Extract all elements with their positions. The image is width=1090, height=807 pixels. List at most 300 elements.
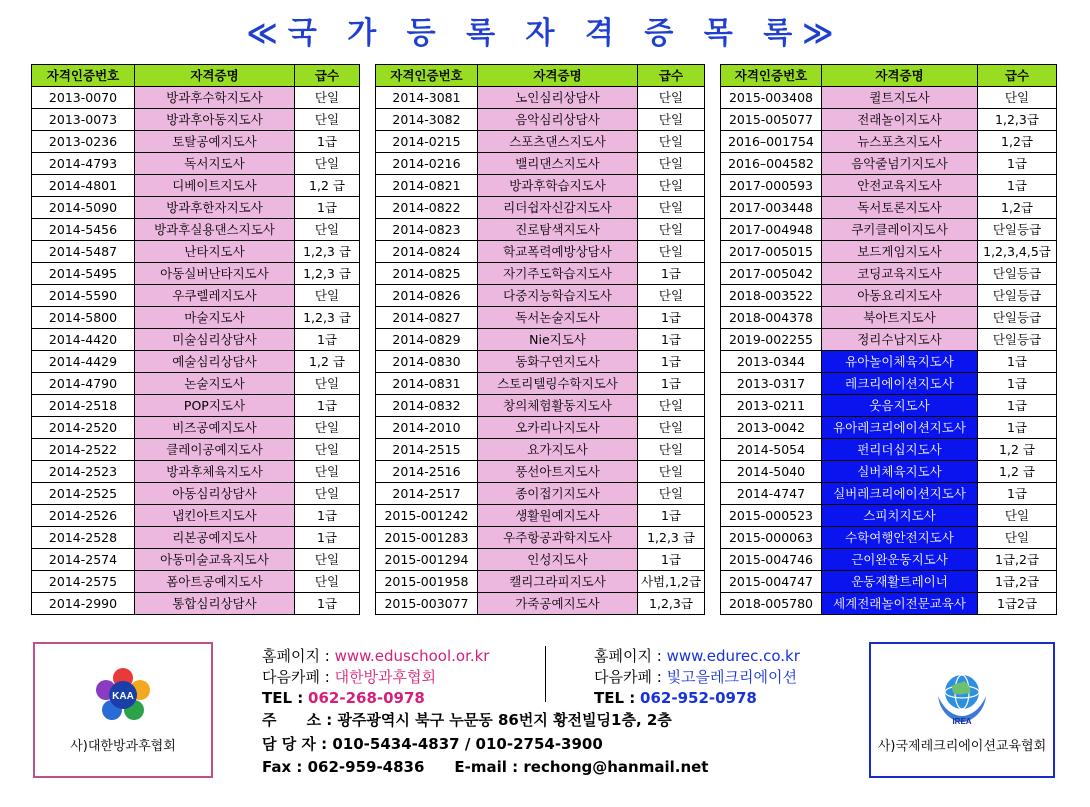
cert-code: 2014-2522 [32, 439, 135, 461]
cert-grade: 단일 [638, 219, 705, 241]
table-row [376, 241, 705, 263]
cert-code: 2014-2515 [376, 439, 478, 461]
cert-code: 2014-0829 [376, 329, 478, 351]
cert-grade: 단일 [638, 131, 705, 153]
cert-code: 2014-0823 [376, 219, 478, 241]
table-row [721, 219, 1057, 241]
cert-grade: 1,2,3급 [978, 109, 1057, 131]
cert-code: 2015-005077 [721, 109, 822, 131]
cert-grade: 단일 [638, 417, 705, 439]
cert-name: 방과후아동지도사 [135, 109, 295, 131]
cert-name: 리본공예지도사 [135, 527, 295, 549]
cert-name: 웃음지도사 [822, 395, 978, 417]
tel-left: 062-268-0978 [308, 689, 425, 707]
cert-name: 음악줄넘기지도사 [822, 153, 978, 175]
cert-code: 2017-005042 [721, 263, 822, 285]
cert-code: 2014-5054 [721, 439, 822, 461]
cert-name: 오카리나지도사 [478, 417, 638, 439]
table-row [376, 263, 705, 285]
cert-code: 2017-004948 [721, 219, 822, 241]
cert-grade: 1급 [295, 505, 360, 527]
cert-name: 진로탐색지도사 [478, 219, 638, 241]
cert-grade: 단일 [638, 285, 705, 307]
table-row [721, 461, 1057, 483]
table-row [376, 571, 705, 593]
cert-grade: 단일등급 [978, 307, 1057, 329]
cert-name: 쿠키클레이지도사 [822, 219, 978, 241]
cert-name: 다중지능학습지도사 [478, 285, 638, 307]
cert-code: 2017-005015 [721, 241, 822, 263]
fax-email-line: Fax : 062-959-4836 E-mail : rechong@hanmail.net [262, 758, 709, 776]
header-name: 자격증명 [822, 65, 978, 87]
table-row [376, 527, 705, 549]
table-row [32, 219, 360, 241]
table-row [376, 87, 705, 109]
cert-code: 2013-0236 [32, 131, 135, 153]
contact-right [594, 646, 800, 709]
table-row [376, 373, 705, 395]
header-code: 자격인증번호 [376, 65, 478, 87]
cert-code: 2019-002255 [721, 329, 822, 351]
cert-grade: 1급,2급 [978, 571, 1057, 593]
cert-code: 2014-4801 [32, 175, 135, 197]
cert-code: 2014-0822 [376, 197, 478, 219]
cert-grade: 단일 [638, 241, 705, 263]
home-label: 홈페이지 : [262, 647, 330, 665]
cert-code: 2014-2575 [32, 571, 135, 593]
cert-code: 2014-2520 [32, 417, 135, 439]
cert-grade: 1,2,3급 [638, 593, 705, 615]
cert-grade: 1,2급 [978, 197, 1057, 219]
address-line: 주 소 : 광주광역시 북구 누문동 86번지 황전빌딩1층, 2층 [262, 711, 672, 729]
cert-name: 리더쉽자신감지도사 [478, 197, 638, 219]
cert-code: 2016–001754 [721, 131, 822, 153]
cert-code: 2014-3082 [376, 109, 478, 131]
cert-grade: 1,2,3 급 [295, 307, 360, 329]
cert-name: 아동심리상담사 [135, 483, 295, 505]
table-row [376, 329, 705, 351]
table-row [376, 219, 705, 241]
cert-name: 캘리그라피지도사 [478, 571, 638, 593]
table-row [721, 263, 1057, 285]
cert-name: 통합심리상담사 [135, 593, 295, 615]
irea-logo-icon [930, 666, 994, 726]
table-row [32, 175, 360, 197]
cert-grade: 1급,2급 [978, 549, 1057, 571]
cert-grade: 단일 [638, 395, 705, 417]
table-row [721, 571, 1057, 593]
table-row [721, 109, 1057, 131]
cert-name: 가죽공예지도사 [478, 593, 638, 615]
cert-code: 2013-0070 [32, 87, 135, 109]
cert-name: 정리수납지도사 [822, 329, 978, 351]
cafe-name-left: 대한방과후협회 [334, 668, 437, 686]
cert-grade: 1급 [638, 307, 705, 329]
cert-code: 2017-003448 [721, 197, 822, 219]
cert-code: 2018-005780 [721, 593, 822, 615]
cert-code: 2014-2517 [376, 483, 478, 505]
cert-grade: 1,2 급 [295, 351, 360, 373]
cert-name: 논술지도사 [135, 373, 295, 395]
cert-name: 아동미술교육지도사 [135, 549, 295, 571]
cert-name: 마술지도사 [135, 307, 295, 329]
table-row [32, 505, 360, 527]
cert-grade: 단일 [295, 461, 360, 483]
cert-code: 2014-0216 [376, 153, 478, 175]
cert-name: 펀리더십지도사 [822, 439, 978, 461]
cert-name: 폼아트공예지도사 [135, 571, 295, 593]
cert-code: 2014-0830 [376, 351, 478, 373]
tel-right: 062-952-0978 [640, 689, 757, 707]
cert-code: 2014-2525 [32, 483, 135, 505]
cert-name: 인성지도사 [478, 549, 638, 571]
cert-grade: 단일 [638, 87, 705, 109]
cert-code: 2014-4747 [721, 483, 822, 505]
home-link-eduschool[interactable]: www.eduschool.or.kr [334, 647, 490, 665]
cert-name: 세계전래놀이전문교육사 [822, 593, 978, 615]
table-row [32, 571, 360, 593]
cert-code: 2015-003408 [721, 87, 822, 109]
cert-code: 2014-2518 [32, 395, 135, 417]
cert-code: 2014-2574 [32, 549, 135, 571]
cert-name: 수학여행안전지도사 [822, 527, 978, 549]
table-row [32, 197, 360, 219]
cert-code: 2015-004746 [721, 549, 822, 571]
table-row [721, 373, 1057, 395]
cert-grade: 단일 [295, 417, 360, 439]
table-row [32, 373, 360, 395]
cert-name: 운동재활트레이너 [822, 571, 978, 593]
cert-name: 스토리텔링수학지도사 [478, 373, 638, 395]
table-row [376, 593, 705, 615]
table-row [721, 549, 1057, 571]
table-row [721, 417, 1057, 439]
cert-name: 동화구연지도사 [478, 351, 638, 373]
cert-name: 아동요리지도사 [822, 285, 978, 307]
cert-code: 2013-0042 [721, 417, 822, 439]
header-code: 자격인증번호 [721, 65, 822, 87]
table-row [376, 175, 705, 197]
cert-name: 보드게임지도사 [822, 241, 978, 263]
table-row [376, 109, 705, 131]
cert-name: 음악심리상담사 [478, 109, 638, 131]
cert-grade: 1,2 급 [978, 461, 1057, 483]
cert-grade: 1급 [295, 329, 360, 351]
table-row [32, 131, 360, 153]
cert-name: 방과후수학지도사 [135, 87, 295, 109]
cert-code: 2014-4420 [32, 329, 135, 351]
home-link-edurec[interactable]: www.edurec.co.kr [666, 647, 800, 665]
cert-name: 독서지도사 [135, 153, 295, 175]
cert-code: 2016–004582 [721, 153, 822, 175]
cert-name: 클레이공예지도사 [135, 439, 295, 461]
cert-name: 자기주도학습지도사 [478, 263, 638, 285]
cert-grade: 단일 [295, 219, 360, 241]
cert-grade: 단일 [978, 87, 1057, 109]
tel-label: TEL : [262, 689, 304, 707]
cert-grade: 단일등급 [978, 285, 1057, 307]
cert-code: 2014-4793 [32, 153, 135, 175]
cafe-name-right: 빛고을레크리에이션 [666, 668, 797, 686]
cert-code: 2013-0211 [721, 395, 822, 417]
cert-grade: 1급2급 [978, 593, 1057, 615]
cert-grade: 1,2,3 급 [295, 241, 360, 263]
cert-code: 2014-4429 [32, 351, 135, 373]
irea-logo-box [869, 642, 1055, 778]
cert-grade: 1,2 급 [978, 439, 1057, 461]
cert-grade: 1급 [295, 395, 360, 417]
header-name: 자격증명 [135, 65, 295, 87]
cert-name: 방과후체육지도사 [135, 461, 295, 483]
cert-grade: 단일 [295, 87, 360, 109]
kaa-logo-icon [94, 666, 152, 724]
cert-name: 비즈공예지도사 [135, 417, 295, 439]
cert-code: 2014-5487 [32, 241, 135, 263]
table-row [721, 329, 1057, 351]
header-grade: 급수 [978, 65, 1057, 87]
table-row [376, 307, 705, 329]
home-label: 홈페이지 : [594, 647, 662, 665]
cert-table-3 [720, 64, 1057, 615]
cert-name: 유아레크리에이션지도사 [822, 417, 978, 439]
table-row [376, 285, 705, 307]
cert-grade: 1급 [638, 329, 705, 351]
cert-grade: 1,2급 [978, 131, 1057, 153]
cert-code: 2013-0317 [721, 373, 822, 395]
cert-code: 2014-0827 [376, 307, 478, 329]
cert-code: 2014-2528 [32, 527, 135, 549]
cert-code: 2014-4790 [32, 373, 135, 395]
cert-code: 2014-0831 [376, 373, 478, 395]
cert-code: 2013-0073 [32, 109, 135, 131]
cert-grade: 단일 [638, 153, 705, 175]
cert-name: 퀼트지도사 [822, 87, 978, 109]
page-title: ≪국 가 등 록 자 격 증 목 록≫ [246, 16, 844, 51]
table-row [721, 285, 1057, 307]
cert-code: 2014-2516 [376, 461, 478, 483]
table-row [376, 461, 705, 483]
table-row [32, 483, 360, 505]
cert-code: 2014-2990 [32, 593, 135, 615]
cert-code: 2018-003522 [721, 285, 822, 307]
table-row [376, 505, 705, 527]
cert-code: 2014-2526 [32, 505, 135, 527]
cert-grade: 단일 [295, 109, 360, 131]
table-row [721, 593, 1057, 615]
cert-table-2 [375, 64, 705, 615]
table-row [32, 439, 360, 461]
cert-table-1 [31, 64, 360, 615]
cert-code: 2014-5090 [32, 197, 135, 219]
cert-grade: 단일 [638, 483, 705, 505]
cert-code: 2013-0344 [721, 351, 822, 373]
cert-name: 창의체험활동지도사 [478, 395, 638, 417]
kaa-logo-text: KAA [112, 691, 134, 702]
table-row [32, 395, 360, 417]
table-row [721, 87, 1057, 109]
cert-name: 스피치지도사 [822, 505, 978, 527]
table-row [721, 153, 1057, 175]
cert-name: 아동실버난타지도사 [135, 263, 295, 285]
table-row [376, 549, 705, 571]
table-row [721, 351, 1057, 373]
cert-code: 2014-0825 [376, 263, 478, 285]
cert-grade: 단일 [295, 153, 360, 175]
header-grade: 급수 [295, 65, 360, 87]
cert-name: Nie지도사 [478, 329, 638, 351]
cert-grade: 1급 [638, 263, 705, 285]
cert-grade: 1급 [978, 351, 1057, 373]
table-row [32, 153, 360, 175]
table-row [376, 197, 705, 219]
cert-code: 2014-5495 [32, 263, 135, 285]
cert-code: 2014-3081 [376, 87, 478, 109]
kaa-logo-box [33, 642, 213, 778]
cert-code: 2015-000523 [721, 505, 822, 527]
table-row [32, 593, 360, 615]
cafe-label: 다음카페 : [262, 668, 330, 686]
cert-name: 토탈공예지도사 [135, 131, 295, 153]
cert-name: 우주항공과학지도사 [478, 527, 638, 549]
cert-name: 디베이트지도사 [135, 175, 295, 197]
cert-code: 2015-001294 [376, 549, 478, 571]
irea-org-name: 사)국제레크리에이션교육협회 [877, 739, 1047, 754]
cert-code: 2015-001242 [376, 505, 478, 527]
cert-code: 2017-000593 [721, 175, 822, 197]
cert-name: 학교폭력예방상담사 [478, 241, 638, 263]
cert-code: 2015-001283 [376, 527, 478, 549]
cert-grade: 1,2,3 급 [295, 263, 360, 285]
irea-logo-text: IREA [952, 717, 972, 726]
cert-code: 2015-003077 [376, 593, 478, 615]
cert-code: 2014-5800 [32, 307, 135, 329]
manager-line: 담 당 자 : 010-5434-4837 / 010-2754-3900 [262, 735, 603, 753]
cert-name: 독서토론지도사 [822, 197, 978, 219]
table-row [721, 483, 1057, 505]
table-row [32, 549, 360, 571]
cert-name: 풍선아트지도사 [478, 461, 638, 483]
kaa-org-name: 사)대한방과후협회 [70, 739, 176, 754]
table-row [32, 87, 360, 109]
table-row [32, 307, 360, 329]
table-row [721, 395, 1057, 417]
table-row [32, 351, 360, 373]
cert-code: 2014-5456 [32, 219, 135, 241]
cert-grade: 1급 [638, 373, 705, 395]
cert-grade: 1,2,3 급 [638, 527, 705, 549]
cert-code: 2018-004378 [721, 307, 822, 329]
table-row [721, 307, 1057, 329]
table-row [32, 263, 360, 285]
table-row [376, 439, 705, 461]
header-grade: 급수 [638, 65, 705, 87]
cert-grade: 단일등급 [978, 219, 1057, 241]
cert-grade: 단일등급 [978, 329, 1057, 351]
cert-grade: 1급 [638, 351, 705, 373]
cert-name: 방과후학습지도사 [478, 175, 638, 197]
contact-left [262, 646, 489, 709]
cert-name: 냅킨아트지도사 [135, 505, 295, 527]
cert-grade: 1급 [978, 417, 1057, 439]
cert-name: 북아트지도사 [822, 307, 978, 329]
cert-grade: 단일 [295, 285, 360, 307]
table-row [376, 483, 705, 505]
cert-code: 2014-2010 [376, 417, 478, 439]
table-row [721, 527, 1057, 549]
cert-grade: 1급 [295, 131, 360, 153]
cert-grade: 단일 [978, 527, 1057, 549]
cert-name: 밸리댄스지도사 [478, 153, 638, 175]
cert-grade: 1급 [295, 593, 360, 615]
table-row [721, 241, 1057, 263]
contact-divider [545, 646, 546, 702]
cert-grade: 1,2 급 [295, 175, 360, 197]
table-row [32, 241, 360, 263]
table-row [376, 395, 705, 417]
table-row [32, 285, 360, 307]
cert-code: 2014-0821 [376, 175, 478, 197]
table-row [721, 439, 1057, 461]
cert-grade: 1,2,3,4,5급 [978, 241, 1057, 263]
table-row [32, 417, 360, 439]
cert-grade: 단일등급 [978, 263, 1057, 285]
cert-name: 예술심리상담사 [135, 351, 295, 373]
cert-grade: 1급 [638, 505, 705, 527]
cert-grade: 단일 [295, 483, 360, 505]
cert-grade: 단일 [295, 439, 360, 461]
cert-grade: 단일 [638, 175, 705, 197]
cert-code: 2014-5590 [32, 285, 135, 307]
cert-code: 2015-001958 [376, 571, 478, 593]
table-row [721, 175, 1057, 197]
cert-grade: 1급 [295, 527, 360, 549]
cert-code: 2014-0832 [376, 395, 478, 417]
table-row [32, 109, 360, 131]
cert-grade: 단일 [295, 549, 360, 571]
table-row [376, 131, 705, 153]
cert-code: 2014-0824 [376, 241, 478, 263]
cert-name: 요가지도사 [478, 439, 638, 461]
table-row [32, 461, 360, 483]
cert-name: POP지도사 [135, 395, 295, 417]
cert-name: 독서논술지도사 [478, 307, 638, 329]
header-code: 자격인증번호 [32, 65, 135, 87]
cert-code: 2014-2523 [32, 461, 135, 483]
tel-label: TEL : [594, 689, 636, 707]
table-row [376, 417, 705, 439]
cert-grade: 1급 [978, 153, 1057, 175]
cert-name: 레크리에이션지도사 [822, 373, 978, 395]
table-row [721, 197, 1057, 219]
cert-grade: 단일 [638, 197, 705, 219]
cert-name: 난타지도사 [135, 241, 295, 263]
cert-code: 2014-5040 [721, 461, 822, 483]
table-row [32, 527, 360, 549]
cert-grade: 1급 [978, 483, 1057, 505]
cert-code: 2014-0826 [376, 285, 478, 307]
cert-name: 유아놀이체육지도사 [822, 351, 978, 373]
cert-name: 전래놀이지도사 [822, 109, 978, 131]
cert-name: 스포츠댄스지도사 [478, 131, 638, 153]
cert-grade: 1급 [978, 395, 1057, 417]
cert-name: 방과후실용댄스지도사 [135, 219, 295, 241]
cert-grade: 1급 [978, 373, 1057, 395]
cert-grade: 단일 [295, 571, 360, 593]
table-row [32, 329, 360, 351]
table-row [721, 505, 1057, 527]
header-name: 자격증명 [478, 65, 638, 87]
cert-code: 2015-004747 [721, 571, 822, 593]
